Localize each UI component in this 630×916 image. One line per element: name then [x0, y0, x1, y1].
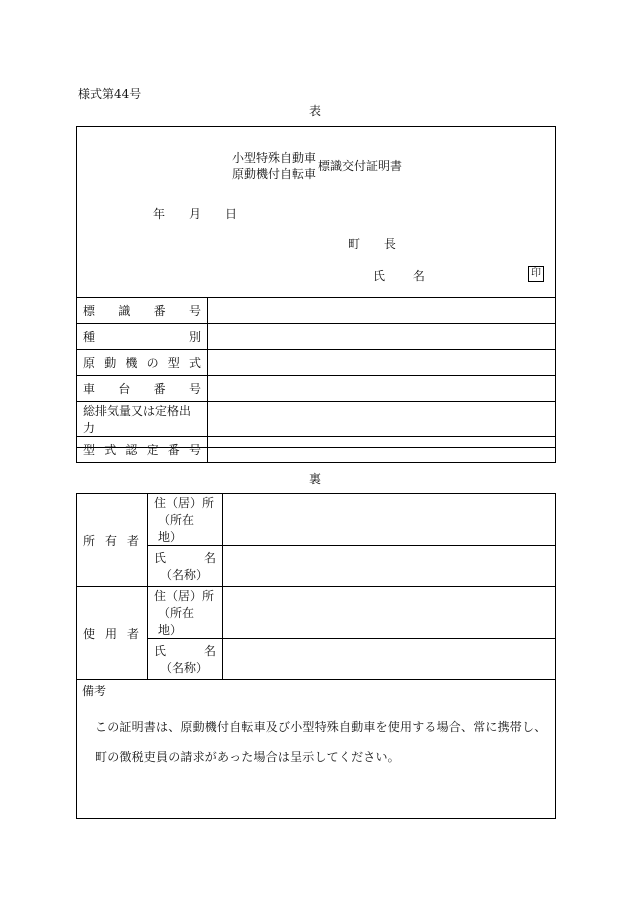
user-name-field[interactable] [223, 639, 556, 680]
certificate-title: 標識交付証明書 [318, 159, 403, 173]
row-label-displacement: 総排気量又は定格出力 [83, 404, 192, 435]
table-row [77, 437, 556, 463]
type-field[interactable] [208, 324, 556, 350]
row-label-type: 種 別 [83, 330, 201, 344]
engine-model-field[interactable] [208, 350, 556, 376]
user-name-label: 氏 名 [154, 644, 217, 658]
owner-address-field[interactable] [223, 494, 556, 546]
table-row: 氏 名 （名 称） [77, 546, 556, 587]
front-certificate-box [76, 126, 556, 457]
row-label-plate-number: 標 識 番 号 [83, 304, 201, 318]
table-row [77, 402, 556, 437]
table-row [77, 298, 556, 324]
front-side-title: 表 [308, 104, 321, 118]
user-address-field[interactable] [223, 587, 556, 639]
issuer-mayor-label: 町 長 [348, 237, 406, 251]
date-year-label: 年 [153, 207, 166, 221]
model-cert-number-field[interactable] [208, 437, 556, 463]
remarks-text: この証明書は、原動機付自転車及び小型特殊自動車を使用する場合、常に携帯し、町の徴税吏員の請求があった場合は呈示してください。 [95, 720, 547, 764]
row-label-chassis-number: 車 台 番 号 [83, 382, 201, 396]
table-row [77, 350, 556, 376]
user-label: 使 用 者 [83, 626, 139, 641]
table-row: 氏 名 （名 称） [77, 639, 556, 680]
table-row: 所 有 者 住（居）所 （所在地） [77, 494, 556, 546]
owner-name-label: 氏 名 [154, 551, 217, 565]
back-certificate-box [76, 493, 556, 819]
vehicle-type-small-special: 小型特殊自動車 [232, 151, 317, 165]
date-day-label: 日 [225, 207, 238, 221]
plate-number-field[interactable] [208, 298, 556, 324]
vehicle-type-motorized-bicycle: 原動機付自転車 [232, 167, 317, 181]
owner-user-table [76, 493, 556, 680]
row-label-model-cert-number: 型 式 認 定 番 号 [83, 443, 201, 457]
date-month-label: 月 [189, 207, 202, 221]
displacement-field[interactable] [208, 402, 556, 437]
certificate-heading [232, 149, 432, 183]
table-row [77, 376, 556, 402]
user-address-label: 住（居）所 [154, 589, 215, 603]
owner-name-field[interactable] [223, 546, 556, 587]
table-row: 使 用 者 住（居）所 （所在地） [77, 587, 556, 639]
remarks-title: 備考 [82, 684, 107, 698]
back-side-title: 裏 [308, 472, 321, 486]
table-row [77, 324, 556, 350]
chassis-number-field[interactable] [208, 376, 556, 402]
row-label-engine-model: 原 動 機 の 型 式 [83, 356, 201, 370]
owner-label: 所 有 者 [83, 533, 139, 548]
form-number-label: 様式第44号 [78, 87, 142, 101]
owner-address-label: 住（居）所 [154, 496, 215, 510]
front-field-table [76, 297, 556, 463]
seal-mark: 印 [528, 266, 544, 282]
issuer-name-label: 氏 名 [373, 269, 437, 283]
